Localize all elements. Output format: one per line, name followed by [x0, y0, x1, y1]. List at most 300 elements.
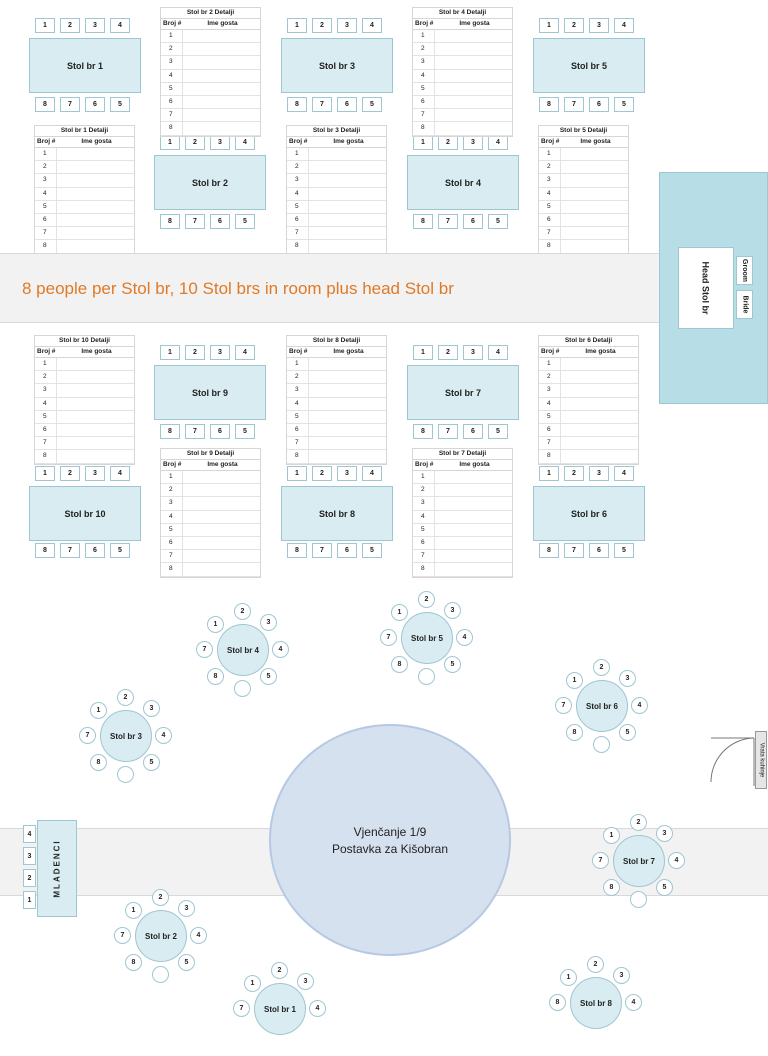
round-table-1 [233, 962, 327, 1056]
round-seat[interactable]: 5 [656, 879, 673, 896]
rect-table-1 [29, 18, 141, 114]
seat[interactable]: 5 [362, 97, 382, 112]
round-seat[interactable]: 3 [656, 825, 673, 842]
round-seat[interactable]: 3 [260, 614, 277, 631]
groom-seat[interactable] [736, 256, 753, 285]
banner-text: 8 people per Stol br, 10 Stol brs in room plus head Stol br [22, 279, 454, 298]
round-seat[interactable]: 1 [90, 702, 107, 719]
head-table-label: Head Stol br [700, 261, 711, 315]
col-header: Broj # [163, 20, 182, 27]
round-table-2 [114, 889, 208, 983]
list-title: Stol br 9 Detalji [161, 449, 260, 460]
round-seat[interactable]: 8 [549, 994, 566, 1011]
guest-list-3 [286, 125, 387, 255]
round-seat[interactable]: 7 [555, 697, 572, 714]
round-seat[interactable]: 4 [272, 641, 289, 658]
row-number: 3 [35, 174, 57, 186]
mladenci-label: MLADENCI [52, 839, 62, 898]
seat[interactable]: 4 [488, 345, 508, 360]
col-header: Ime gosta [459, 20, 490, 27]
table-top[interactable]: Stol br 1 [29, 38, 141, 93]
round-seat[interactable]: 7 [380, 629, 397, 646]
row-number: 7 [161, 109, 183, 121]
mladenci-seat[interactable]: 3 [23, 847, 36, 865]
round-seat[interactable]: 1 [244, 975, 261, 992]
seat[interactable]: 8 [160, 214, 180, 229]
row-number: 6 [35, 424, 57, 436]
round-seat[interactable]: 1 [125, 902, 142, 919]
round-seat[interactable]: 2 [234, 603, 251, 620]
seat[interactable]: 5 [614, 97, 634, 112]
round-table-4 [196, 603, 290, 697]
row-number: 1 [35, 358, 57, 370]
round-seat[interactable]: 7 [592, 852, 609, 869]
row-number: 6 [287, 214, 309, 226]
row-number: 5 [539, 411, 561, 423]
row-number: 4 [161, 511, 183, 523]
row-number: 7 [413, 109, 435, 121]
seat[interactable]: 5 [235, 214, 255, 229]
seat[interactable]: 5 [110, 97, 130, 112]
seat[interactable]: 2 [60, 466, 80, 481]
seat[interactable]: 2 [185, 345, 205, 360]
guest-list-7 [412, 448, 513, 578]
seat[interactable]: 2 [312, 466, 332, 481]
table-top[interactable]: Stol br 8 [281, 486, 393, 541]
row-number: 5 [287, 411, 309, 423]
row-number: 3 [161, 497, 183, 509]
round-seat[interactable]: 4 [668, 852, 685, 869]
seat[interactable]: 3 [85, 18, 105, 33]
round-seat[interactable]: 4 [456, 629, 473, 646]
row-number: 7 [287, 227, 309, 239]
seat[interactable]: 1 [35, 18, 55, 33]
seat[interactable]: 6 [85, 543, 105, 558]
table-top[interactable]: Stol br 5 [533, 38, 645, 93]
round-table-5 [380, 591, 474, 685]
col-header: Broj # [415, 461, 434, 468]
seat[interactable]: 5 [362, 543, 382, 558]
row-number: 8 [539, 450, 561, 462]
seat[interactable]: 8 [287, 97, 307, 112]
row-number: 7 [161, 550, 183, 562]
round-seat[interactable]: 2 [587, 956, 604, 973]
round-table-6 [555, 659, 649, 753]
seat[interactable]: 3 [589, 466, 609, 481]
rect-table-6 [533, 466, 645, 562]
list-title: Stol br 6 Detalji [539, 336, 638, 347]
round-seat[interactable]: 2 [593, 659, 610, 676]
row-number: 7 [287, 437, 309, 449]
col-header: Broj # [415, 20, 434, 27]
seat[interactable]: 4 [362, 466, 382, 481]
round-table-7 [592, 814, 686, 908]
mladenci-seats [23, 825, 36, 909]
guest-list-10 [34, 335, 135, 465]
row-number: 2 [35, 161, 57, 173]
row-number: 8 [539, 240, 561, 252]
round-seat[interactable] [593, 736, 610, 753]
seat[interactable]: 4 [362, 18, 382, 33]
rect-table-5 [533, 18, 645, 114]
col-header: Ime gosta [207, 461, 238, 468]
seat[interactable]: 5 [110, 543, 130, 558]
row-number: 1 [287, 358, 309, 370]
round-table-top[interactable]: Stol br 4 [217, 624, 269, 676]
round-seat[interactable]: 4 [190, 927, 207, 944]
rect-table-7 [407, 345, 519, 441]
seat[interactable]: 2 [60, 18, 80, 33]
col-header: Broj # [289, 138, 308, 145]
row-number: 4 [161, 70, 183, 82]
round-seat[interactable]: 5 [178, 954, 195, 971]
row-number: 4 [413, 511, 435, 523]
round-seat[interactable]: 3 [613, 967, 630, 984]
row-number: 2 [161, 43, 183, 55]
seat[interactable]: 2 [312, 18, 332, 33]
round-seat[interactable]: 1 [566, 672, 583, 689]
col-header: Broj # [289, 348, 308, 355]
seat[interactable]: 7 [312, 543, 332, 558]
bride-label: Bride [741, 295, 748, 314]
round-seat[interactable]: 4 [631, 697, 648, 714]
rect-table-3 [281, 18, 393, 114]
seat[interactable]: 7 [438, 424, 458, 439]
row-number: 5 [161, 83, 183, 95]
col-header: Ime gosta [585, 348, 616, 355]
list-title: Stol br 8 Detalji [287, 336, 386, 347]
row-number: 2 [35, 371, 57, 383]
guest-list-1 [34, 125, 135, 255]
mladenci-seat[interactable]: 1 [23, 891, 36, 909]
row-number: 7 [539, 437, 561, 449]
row-number: 3 [35, 384, 57, 396]
round-table-top[interactable]: Stol br 3 [100, 710, 152, 762]
row-number: 6 [35, 214, 57, 226]
seat[interactable]: 1 [539, 18, 559, 33]
row-number: 1 [35, 148, 57, 160]
round-seat[interactable] [117, 766, 134, 783]
row-number: 1 [161, 471, 183, 483]
seat[interactable]: 7 [312, 97, 332, 112]
seat[interactable]: 7 [564, 97, 584, 112]
row-number: 4 [35, 188, 57, 200]
col-header: Ime gosta [333, 138, 364, 145]
round-seat[interactable]: 4 [309, 1000, 326, 1017]
seat[interactable]: 5 [235, 424, 255, 439]
bride-seat[interactable] [736, 290, 753, 319]
round-seat[interactable]: 7 [233, 1000, 250, 1017]
seat[interactable]: 8 [35, 97, 55, 112]
seat[interactable]: 2 [438, 135, 458, 150]
table-top[interactable]: Stol br 7 [407, 365, 519, 420]
round-seat[interactable]: 2 [152, 889, 169, 906]
row-number: 6 [413, 96, 435, 108]
row-number: 2 [539, 161, 561, 173]
seat[interactable]: 6 [463, 424, 483, 439]
rect-table-10 [29, 466, 141, 562]
seat[interactable]: 4 [110, 466, 130, 481]
seat[interactable]: 5 [488, 424, 508, 439]
round-seat[interactable]: 3 [297, 973, 314, 990]
seat[interactable]: 1 [160, 135, 180, 150]
seat[interactable]: 7 [185, 214, 205, 229]
rect-table-2 [154, 135, 266, 231]
round-seat[interactable] [418, 668, 435, 685]
round-table-3 [79, 689, 173, 783]
seat[interactable]: 6 [210, 214, 230, 229]
seat[interactable]: 4 [614, 18, 634, 33]
seat[interactable]: 6 [337, 97, 357, 112]
row-number: 8 [287, 450, 309, 462]
seat[interactable]: 1 [35, 466, 55, 481]
round-table-top[interactable]: Stol br 6 [576, 680, 628, 732]
seat[interactable]: 3 [210, 345, 230, 360]
seat[interactable]: 6 [210, 424, 230, 439]
guest-list-8 [286, 335, 387, 465]
seat[interactable]: 6 [463, 214, 483, 229]
seat[interactable]: 1 [287, 18, 307, 33]
seat[interactable]: 3 [589, 18, 609, 33]
round-seat[interactable]: 8 [391, 656, 408, 673]
round-seat[interactable]: 7 [79, 727, 96, 744]
seat[interactable]: 5 [488, 214, 508, 229]
round-seat[interactable]: 8 [207, 668, 224, 685]
seat[interactable]: 1 [413, 135, 433, 150]
row-number: 1 [539, 148, 561, 160]
rect-table-8 [281, 466, 393, 562]
door-swing-icon [707, 734, 759, 790]
seat[interactable]: 1 [539, 466, 559, 481]
col-header: Ime gosta [333, 348, 364, 355]
seat[interactable]: 8 [160, 424, 180, 439]
seat[interactable]: 6 [589, 97, 609, 112]
col-header: Ime gosta [459, 461, 490, 468]
round-table-top[interactable]: Stol br 5 [401, 612, 453, 664]
row-number: 7 [35, 227, 57, 239]
round-seat[interactable]: 2 [117, 689, 134, 706]
seat[interactable]: 4 [235, 345, 255, 360]
row-number: 4 [539, 398, 561, 410]
round-seat[interactable]: 4 [625, 994, 642, 1011]
col-header: Broj # [37, 138, 56, 145]
row-number: 8 [287, 240, 309, 252]
round-seat[interactable]: 3 [143, 700, 160, 717]
mladenci-seat[interactable]: 4 [23, 825, 36, 843]
round-seat[interactable]: 5 [444, 656, 461, 673]
round-seat[interactable]: 1 [207, 616, 224, 633]
groom-label: Groom [741, 259, 749, 282]
row-number: 7 [413, 550, 435, 562]
col-header: Broj # [541, 348, 560, 355]
round-seat[interactable]: 4 [155, 727, 172, 744]
seat[interactable]: 4 [110, 18, 130, 33]
round-seat[interactable]: 2 [418, 591, 435, 608]
list-title: Stol br 2 Detalji [161, 8, 260, 19]
row-number: 3 [413, 497, 435, 509]
seat[interactable]: 1 [287, 466, 307, 481]
guest-list-6 [538, 335, 639, 465]
round-seat[interactable]: 3 [178, 900, 195, 917]
row-number: 8 [413, 122, 435, 134]
row-number: 3 [161, 56, 183, 68]
seat[interactable]: 1 [413, 345, 433, 360]
seat[interactable]: 4 [488, 135, 508, 150]
round-seat[interactable]: 8 [566, 724, 583, 741]
row-number: 4 [287, 398, 309, 410]
round-table-top[interactable]: Stol br 8 [570, 977, 622, 1029]
row-number: 1 [161, 30, 183, 42]
row-number: 3 [287, 174, 309, 186]
seat[interactable]: 8 [413, 424, 433, 439]
round-seat[interactable]: 8 [90, 754, 107, 771]
row-number: 6 [539, 214, 561, 226]
round-table-8 [549, 956, 643, 1050]
row-number: 7 [539, 227, 561, 239]
seat[interactable]: 3 [85, 466, 105, 481]
row-number: 6 [539, 424, 561, 436]
mladenci-seat[interactable]: 2 [23, 869, 36, 887]
row-number: 1 [413, 30, 435, 42]
row-number: 6 [161, 96, 183, 108]
center-subtitle: Postavka za Kišobran [331, 841, 449, 856]
seat[interactable]: 3 [463, 345, 483, 360]
guest-list-5 [538, 125, 629, 255]
seat[interactable]: 7 [60, 543, 80, 558]
kitchen-door[interactable] [755, 731, 767, 789]
row-number: 5 [413, 524, 435, 536]
seat[interactable]: 6 [85, 97, 105, 112]
row-number: 4 [287, 188, 309, 200]
row-number: 1 [287, 148, 309, 160]
row-number: 3 [413, 56, 435, 68]
seat[interactable]: 4 [235, 135, 255, 150]
round-seat[interactable] [234, 680, 251, 697]
table-top[interactable]: Stol br 10 [29, 486, 141, 541]
row-number: 2 [287, 161, 309, 173]
row-number: 6 [161, 537, 183, 549]
row-number: 2 [413, 484, 435, 496]
table-top[interactable]: Stol br 2 [154, 155, 266, 210]
row-number: 3 [539, 174, 561, 186]
table-top[interactable]: Stol br 3 [281, 38, 393, 93]
row-number: 8 [35, 240, 57, 252]
list-title: Stol br 10 Detalji [35, 336, 134, 347]
row-number: 3 [287, 384, 309, 396]
seat[interactable]: 2 [564, 466, 584, 481]
seat[interactable]: 4 [614, 466, 634, 481]
guest-list-2 [160, 7, 261, 137]
table-top[interactable]: Stol br 6 [533, 486, 645, 541]
row-number: 4 [35, 398, 57, 410]
seat[interactable]: 8 [539, 543, 559, 558]
round-seat[interactable]: 7 [196, 641, 213, 658]
round-table-top[interactable]: Stol br 1 [254, 983, 306, 1035]
seat[interactable]: 5 [614, 543, 634, 558]
round-seat[interactable]: 7 [114, 927, 131, 944]
rect-table-9 [154, 345, 266, 441]
col-header: Ime gosta [81, 348, 112, 355]
center-circle[interactable] [269, 724, 511, 956]
seat[interactable]: 7 [185, 424, 205, 439]
row-number: 3 [539, 384, 561, 396]
col-header: Ime gosta [207, 20, 238, 27]
seat[interactable]: 8 [413, 214, 433, 229]
seat[interactable]: 8 [539, 97, 559, 112]
seat[interactable]: 6 [589, 543, 609, 558]
seat[interactable]: 2 [438, 345, 458, 360]
row-number: 4 [539, 188, 561, 200]
seat[interactable]: 8 [35, 543, 55, 558]
seat[interactable]: 8 [287, 543, 307, 558]
round-seat[interactable]: 1 [560, 969, 577, 986]
row-number: 8 [161, 122, 183, 134]
seat[interactable]: 3 [337, 18, 357, 33]
round-seat[interactable] [152, 966, 169, 983]
rect-table-4 [407, 135, 519, 231]
seat[interactable]: 2 [564, 18, 584, 33]
row-number: 5 [287, 201, 309, 213]
row-number: 7 [35, 437, 57, 449]
guest-list-4 [412, 7, 513, 137]
seat[interactable]: 7 [564, 543, 584, 558]
round-seat[interactable]: 1 [391, 604, 408, 621]
col-header: Broj # [37, 348, 56, 355]
head-table[interactable] [678, 247, 734, 329]
row-number: 5 [539, 201, 561, 213]
row-number: 8 [161, 563, 183, 575]
seat[interactable]: 3 [210, 135, 230, 150]
table-top[interactable]: Stol br 4 [407, 155, 519, 210]
col-header: Broj # [163, 461, 182, 468]
round-seat[interactable]: 3 [444, 602, 461, 619]
row-number: 2 [161, 484, 183, 496]
round-seat[interactable]: 3 [619, 670, 636, 687]
round-table-top[interactable]: Stol br 7 [613, 835, 665, 887]
seat[interactable]: 1 [160, 345, 180, 360]
table-top[interactable]: Stol br 9 [154, 365, 266, 420]
row-number: 8 [413, 563, 435, 575]
round-seat[interactable]: 5 [619, 724, 636, 741]
seat[interactable]: 2 [185, 135, 205, 150]
round-seat[interactable] [630, 891, 647, 908]
row-number: 1 [413, 471, 435, 483]
seat[interactable]: 7 [438, 214, 458, 229]
seat[interactable]: 6 [337, 543, 357, 558]
round-seat[interactable]: 5 [143, 754, 160, 771]
round-seat[interactable]: 2 [271, 962, 288, 979]
col-header: Ime gosta [81, 138, 112, 145]
round-seat[interactable]: 8 [125, 954, 142, 971]
kitchen-door-label: Vrata kuhinje [758, 742, 764, 778]
round-seat[interactable]: 5 [260, 668, 277, 685]
list-title: Stol br 4 Detalji [413, 8, 512, 19]
list-title: Stol br 1 Detalji [35, 126, 134, 137]
round-seat[interactable]: 2 [630, 814, 647, 831]
seat[interactable]: 7 [60, 97, 80, 112]
row-number: 5 [413, 83, 435, 95]
round-table-top[interactable]: Stol br 2 [135, 910, 187, 962]
seat[interactable]: 3 [337, 466, 357, 481]
round-seat[interactable]: 8 [603, 879, 620, 896]
mladenci-table[interactable] [37, 820, 77, 917]
round-seat[interactable]: 1 [603, 827, 620, 844]
list-title: Stol br 3 Detalji [287, 126, 386, 137]
col-header: Broj # [541, 138, 560, 145]
seat[interactable]: 3 [463, 135, 483, 150]
row-number: 5 [35, 411, 57, 423]
row-number: 2 [287, 371, 309, 383]
